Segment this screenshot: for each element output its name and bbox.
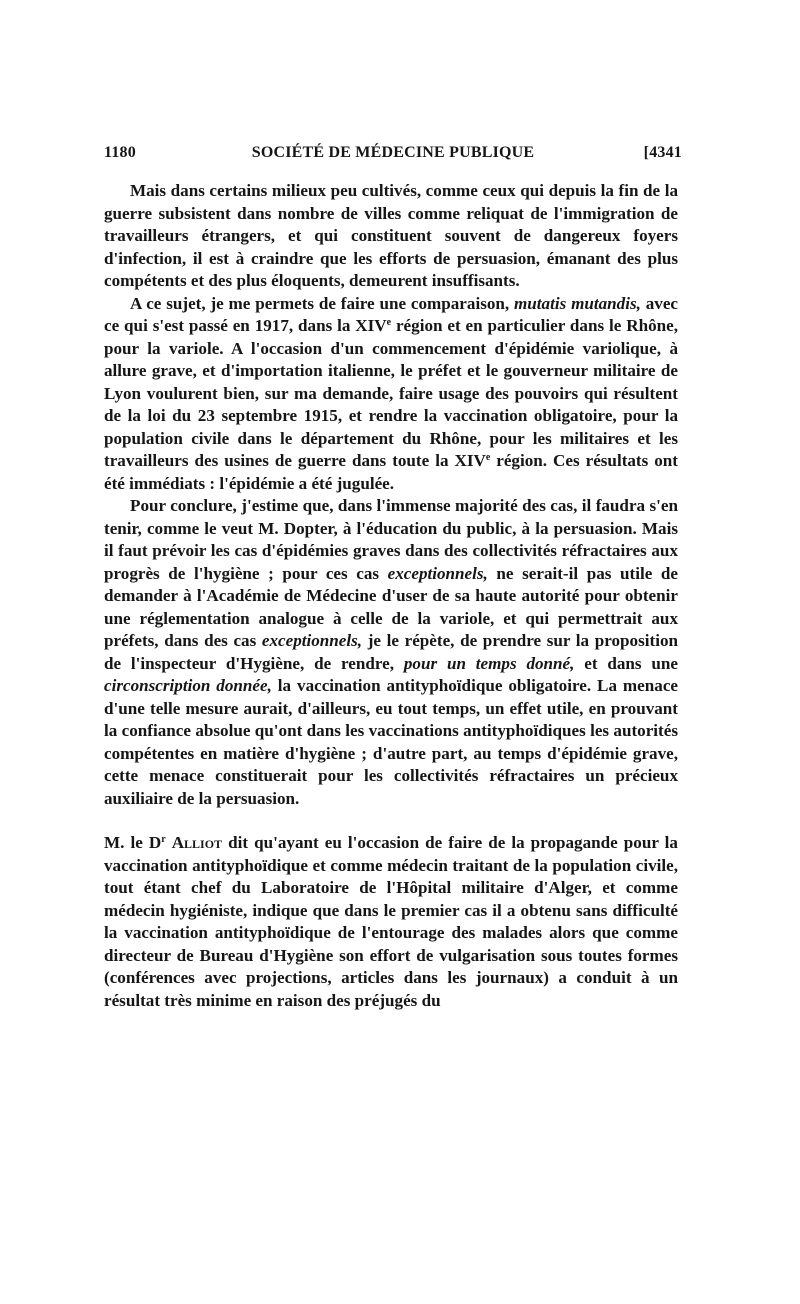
paragraph-3-text-e: la vaccination antityphoïdique obligatoire. La menace d'une telle mesure aurait, d'ailleurs, eu tout temps, un effet utile, en prouvant la confiance absolue qu'ont dans les vaccinations antityphoïdiques les autorités compétentes en matière d'hygiène ; d'autre part, au temps d'épidémie grave, cette menace constituerait pour les collectivités réfractaires un précieux auxiliaire de la persuasion. [104, 676, 678, 808]
paragraph-1 [104, 180, 678, 293]
ordinal-superscript: e [485, 452, 491, 463]
paragraph-4 [104, 832, 678, 1012]
paragraph-4-text-b: dit qu'ayant eu l'occasion de faire de la propagande pour la vaccination antityphoïdique et comme médecin traitant de la population civile, tout étant chef du Laboratoire de l'Hôpital militaire d'Alger, et comme médecin hygiéniste, indique que dans le premier cas il a obtenu sans difficulté la vaccination antityphoïdique de l'entourage des malades alors que comme directeur de Bureau d'Hygiène son effort de vulgarisation sous toutes formes (conférences avec projections, articles dans les journaux) a conduit à un résultat très minime en raison des préjugés du [104, 833, 678, 1010]
running-title: SOCIÉTÉ DE MÉDECINE PUBLIQUE [251, 144, 535, 161]
paragraph-3 [104, 495, 678, 810]
italic-phrase: exceptionnels, [261, 631, 363, 650]
paragraph-3-text-a: Pour conclure, j'estime que, dans l'immense majorité des cas, il faudra s'en tenir, comme le veut M. Dopter, à l'éducation du public, à la persuasion. Mais il faut prévoir les cas d'épidémies graves dans des collectivités réfractaires aux progrès de l'hygiène ; pour ces cas [104, 496, 678, 583]
paragraph-2-text-d: région. Ces résultats ont été immédiats : l'épidémie a été jugulée. [104, 451, 679, 493]
paragraph-2-text-a: A ce sujet, je me permets de faire une comparaison, [130, 293, 514, 313]
paragraph-2-text-b: avec ce qui s'est passé en 1917, dans la XIV [104, 293, 678, 335]
running-header [104, 144, 682, 168]
italic-phrase: exceptionnels, [387, 563, 488, 583]
paragraph-3-text-c: je le répète, de prendre sur la proposition de l'inspecteur d'Hygiène, de rendre, [104, 631, 678, 673]
speaker-name: Alliot [171, 833, 223, 852]
article-body [104, 180, 678, 1012]
paragraph-3-text-d: et dans une [574, 653, 679, 673]
paragraph-2 [104, 293, 678, 496]
ordinal-superscript: e [386, 317, 392, 328]
paragraph-1-text: Mais dans certains milieux peu cultivés, comme ceux qui depuis la fin de la guerre subsistent dans nombre de villes comme reliquat de l'immigration de travailleurs étrangers, et qui constituent souvent de dangereux foyers d'infection, il est à craindre que les efforts de persuasion, émanant des plus compétents et des plus éloquents, demeurent insuffisants. [104, 181, 678, 290]
title-superscript: r [161, 834, 166, 845]
page-number: 1180 [104, 144, 136, 161]
paragraph-4-text-a: M. le D [104, 833, 162, 852]
italic-phrase: pour un temps donné, [403, 653, 575, 673]
paragraph-2-text-c: région et en particulier dans le Rhône, pour la variole. A l'occasion d'un commencement d'épidémie variolique, à allure grave, et d'importation italienne, le préfet et le gouverneur militaire de Lyon voulurent bien, sur ma demande, faire usage des pouvoirs qui résultent de la loi du 23 septembre 1915, et rendre la vaccination obligatoire, pour la population civile dans le département du Rhône, pour les militaires et les travailleurs des usines de guerre dans toute la XIV [104, 316, 678, 470]
paragraph-3-text-b: ne serait-il pas utile de demander à l'Académie de Médecine d'user de sa haute autorité pour obtenir une réglementation analogue à celle de la variole, et qui permettrait aux préfets, dans des cas [104, 563, 678, 650]
italic-phrase: circonscription donnée, [104, 676, 272, 695]
page-reference: [4341 [643, 144, 682, 161]
latin-phrase: mutatis mutandis, [514, 293, 641, 313]
